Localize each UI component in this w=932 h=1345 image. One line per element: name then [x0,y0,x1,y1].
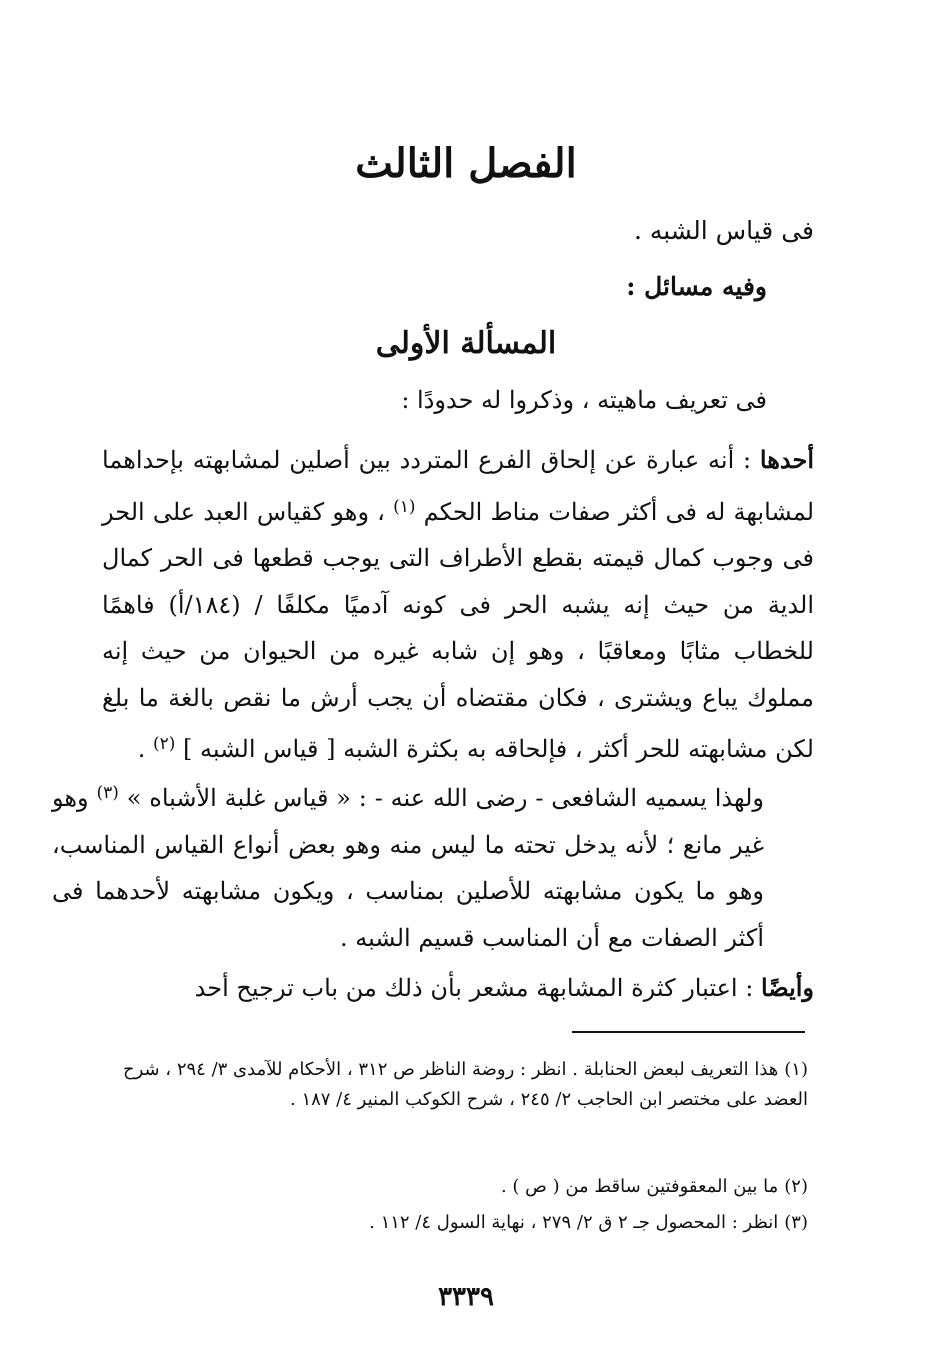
footnote-text: هذا التعريف لبعض الحنابلة . انظر : روضة الناظر ص ٣١٢ ، الأحكام للآمدى ٣/ ٢٩٤ ، شرح العضد على مختصر ابن الحاجب ٢/ ٢٤٥ ، شرح الكوكب المنير ٤/ ١٨٧ . [122,1059,808,1110]
paragraph-text: : اعتبار كثرة المشابهة مشعر بأن ذلك من باب ترجيح أحد [194,974,761,1002]
chapter-subtitle: فى قياس الشبه . [633,216,814,245]
chapter-title: الفصل الثالث [355,140,577,187]
paragraph-lead-word: وأيضًا [760,973,814,1002]
issues-label: وفيه مسائل : [626,272,767,301]
section-title: المسألة الأولى [375,326,557,361]
footnote-text: ما بين المعقوفتين ساقط من ( ص ) . [500,1176,779,1197]
footnote-ref: (٣) [96,783,119,803]
paragraph-definition-one [102,437,814,773]
paragraph-text: ولهذا يسميه الشافعى - رضى الله عنه - : « قياس غلبة الأشباه » [118,784,764,812]
footnote-number: (١) [784,1059,808,1080]
footnote-1 [102,1055,808,1115]
paragraph-shafii [52,770,814,961]
footnote-divider [572,1031,805,1033]
footnote-text: انظر : المحصول جـ ٢ ق ٢/ ٢٧٩ ، نهاية السول ٤/ ١١٢ . [369,1212,779,1233]
paragraph-text: . [137,735,153,763]
footnote-3 [102,1208,808,1238]
page-number: ٣٣٣٩ [438,1282,494,1312]
paragraph-text: وهو غير مانع ؛ لأنه يدخل تحته ما ليس منه وهو بعض أنواع القياس المناسب، وهو ما يكون مشابهته للأصلين بمناسب ، ويكون مشابهته لأحدهما فى أكثر الصفات مع أن المناسب قسيم الشبه . [52,784,764,952]
section-intro: فى تعريف ماهيته ، وذكروا له حدودًا : [401,386,767,414]
footnote-ref: (٢) [152,734,176,754]
paragraph-also [102,965,814,1012]
footnote-number: (٢) [784,1176,808,1197]
footnote-ref: (١) [393,496,416,517]
paragraph-text: : أنه عبارة عن إلحاق الفرع المتردد بين أصلين لمشابهته بإحداهما لمشابهة له فى أكثر صفات مناط الحكم [102,446,815,526]
paragraph-lead-word: أحدها [759,445,814,474]
paragraph-text: ، وهو كقياس العبد على الحر فى وجوب كمال قيمته بقطع الأطراف التى يوجب قطعها فى الحر كمال الدية من حيث إنه يشبه الحر فى كونه آدميًا مكلفًا / (١٨٤/أ) فاهمًا للخطاب مثابًا ومعاقبًا ، وهو إن شابه غيره من الحيوان من حيث إنه مملوك يباع ويشترى ، فكان مقتضاه أن يجب أرش ما نقص بالغة ما بلغ لكن مشابهته للحر أكثر ، فإلحاقه به بكثرة الشبه [ قياس الشبه ] [102,497,814,763]
footnote-2 [102,1172,808,1202]
footnote-number: (٣) [784,1212,808,1233]
